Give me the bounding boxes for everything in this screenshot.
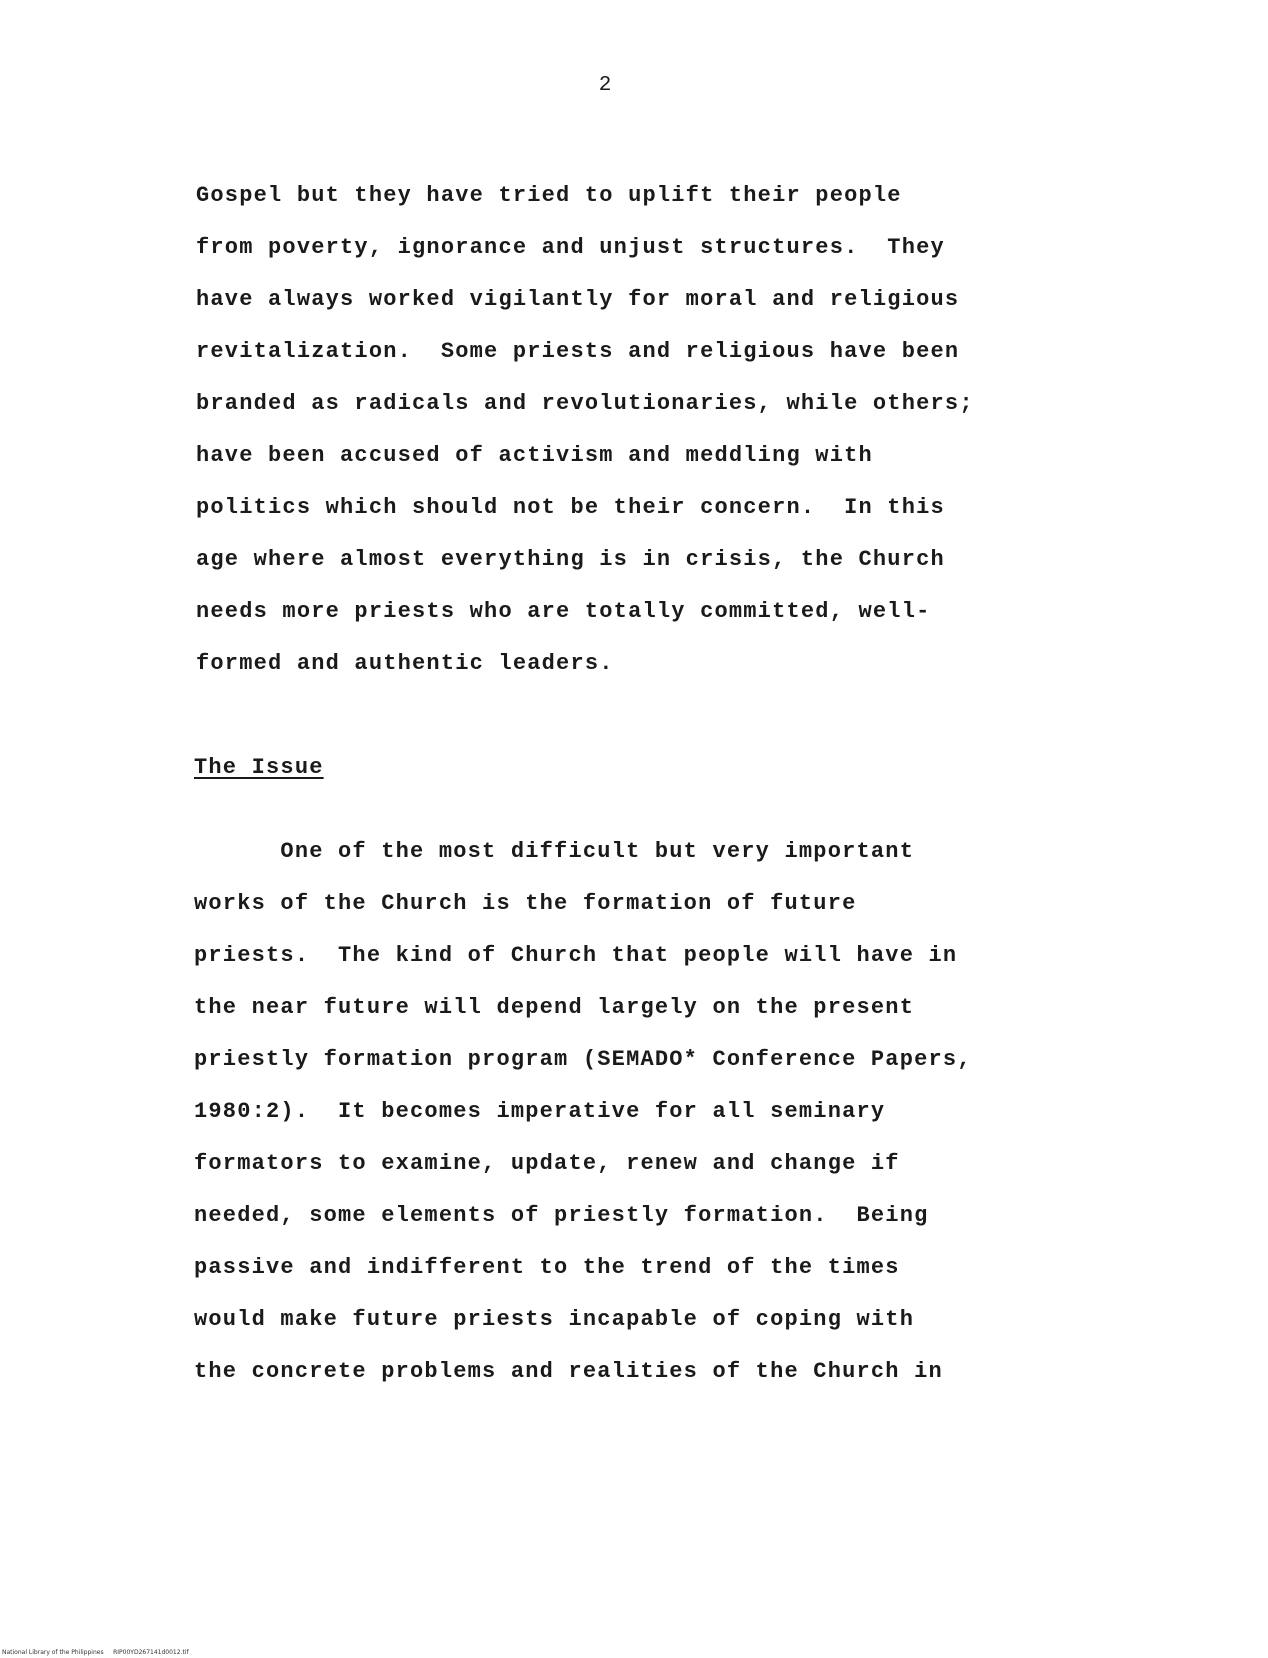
text-line: from poverty, ignorance and unjust structures. They (196, 235, 945, 260)
text-line: formed and authentic leaders. (196, 651, 614, 676)
text-line: the near future will depend largely on the present (194, 995, 915, 1020)
paragraph-1 (196, 170, 974, 690)
text-line: 1980:2). It becomes imperative for all seminary (194, 1099, 886, 1124)
text-line: needs more priests who are totally committed, well- (196, 599, 931, 624)
text-line: have always worked vigilantly for moral and religious (196, 287, 960, 312)
text-line: politics which should not be their concern. In this (196, 495, 945, 520)
text-line: branded as radicals and revolutionaries, while others; (196, 391, 974, 416)
text-line: passive and indifferent to the trend of the times (194, 1255, 900, 1280)
paragraph-2 (194, 826, 972, 1398)
text-line: priests. The kind of Church that people will have in (194, 943, 958, 968)
text-line: priestly formation program (SEMADO* Conference Papers, (194, 1047, 972, 1072)
text-line: revitalization. Some priests and religious have been (196, 339, 960, 364)
text-line: works of the Church is the formation of future (194, 891, 857, 916)
text-line: the concrete problems and realities of the Church in (194, 1359, 943, 1384)
text-line: formators to examine, update, renew and change if (194, 1151, 900, 1176)
scan-footer: National Library of the Philippines RIP00YD267141d0012.tif (2, 1649, 189, 1656)
text-line: age where almost everything is in crisis, the Church (196, 547, 945, 572)
text-line: needed, some elements of priestly formation. Being (194, 1203, 929, 1228)
text-line: Gospel but they have tried to uplift their people (196, 183, 902, 208)
text-line: have been accused of activism and meddling with (196, 443, 873, 468)
page-number: 2 (598, 74, 612, 97)
text-line: would make future priests incapable of coping with (194, 1307, 915, 1332)
text-line: One of the most difficult but very important (194, 839, 915, 864)
section-heading: The Issue (194, 755, 324, 780)
